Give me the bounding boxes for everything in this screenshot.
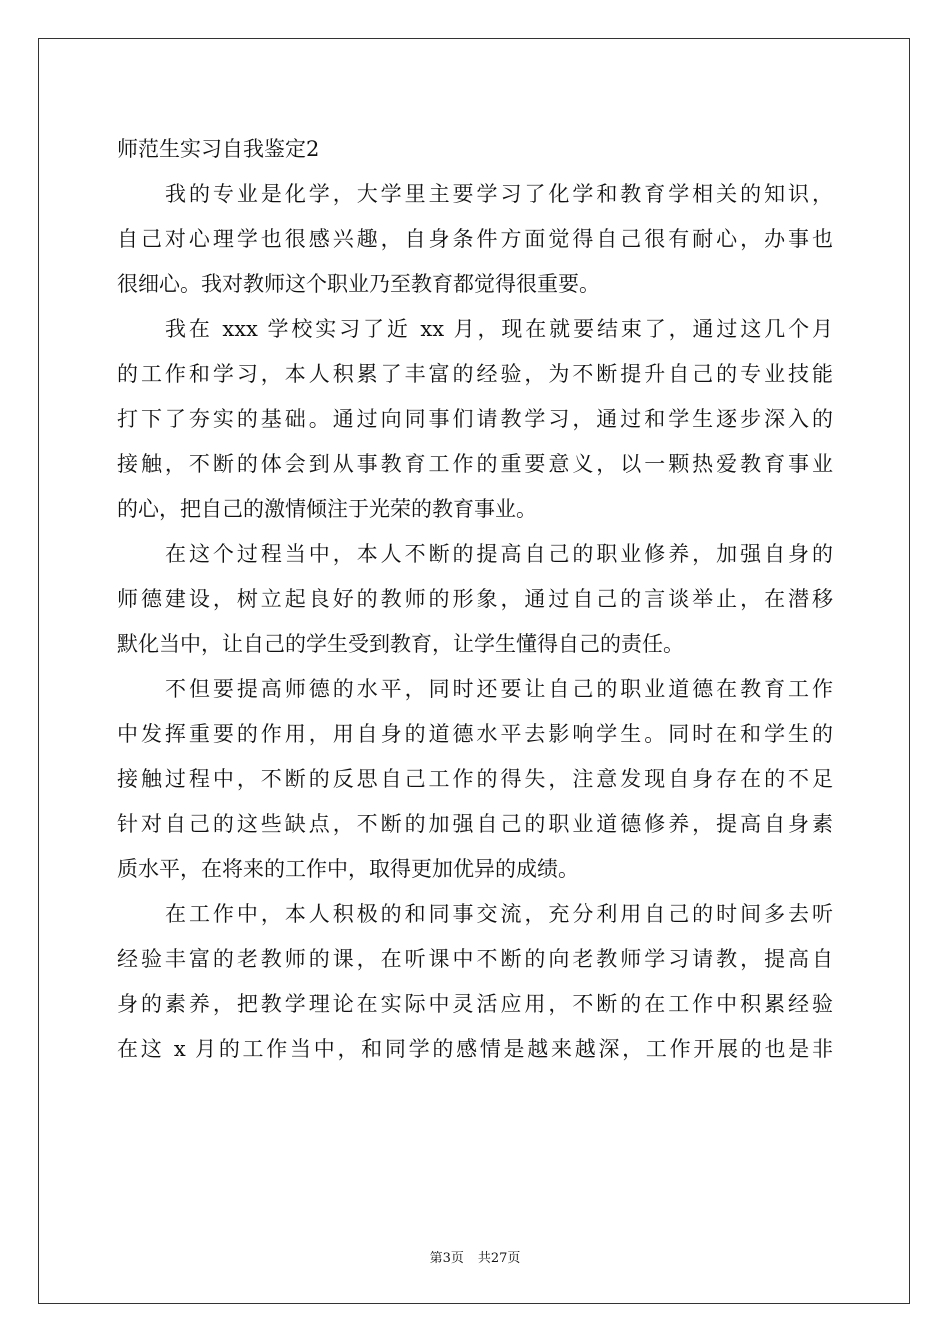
text-line: 在这个过程当中，本人不断的提高自己的职业修养，加强自身的 [165, 542, 833, 566]
text-line: 默化当中，让自己的学生受到教育，让学生懂得自己的责任。 [117, 632, 684, 656]
paragraph-5 [117, 892, 833, 1072]
paragraph-3 [117, 532, 833, 667]
text-line: 质水平，在将来的工作中，取得更加优异的成绩。 [117, 857, 579, 881]
text-line: 经验丰富的老教师的课，在听课中不断的向老教师学习请教，提高自 [117, 947, 833, 971]
text-line: 中发挥重要的作用，用自身的道德水平去影响学生。同时在和学生的 [117, 722, 833, 746]
text-line: 我的专业是化学，大学里主要学习了化学和教育学相关的知识， [165, 182, 833, 206]
text-line: 我在 xxx 学校实习了近 xx 月，现在就要结束了，通过这几个月 [165, 317, 833, 341]
paragraph-2 [117, 307, 833, 532]
text-line: 在工作中，本人积极的和同事交流，充分利用自己的时间多去听 [165, 902, 833, 926]
text-line: 接触，不断的体会到从事教育工作的重要意义，以一颗热爱教育事业 [117, 452, 833, 476]
text-line: 身的素养，把教学理论在实际中灵活应用，不断的在工作中积累经验 [117, 992, 833, 1016]
document-title: 师范生实习自我鉴定2 [117, 137, 320, 161]
text-line: 师德建设，树立起良好的教师的形象，通过自己的言谈举止，在潜移 [117, 587, 833, 611]
page-footer [0, 1247, 950, 1266]
text-line: 接触过程中，不断的反思自己工作的得失，注意发现自身存在的不足 [117, 767, 833, 791]
page-total: 共27页 [477, 1251, 521, 1266]
text-line: 打下了夯实的基础。通过向同事们请教学习，通过和学生逐步深入的 [117, 407, 833, 431]
text-line: 在这 x 月的工作当中，和同学的感情是越来越深，工作开展的也是非 [117, 1037, 833, 1061]
text-line: 针对自己的这些缺点，不断的加强自己的职业道德修养，提高自身素 [117, 812, 833, 836]
text-line: 自己对心理学也很感兴趣，自身条件方面觉得自己很有耐心，办事也 [117, 227, 833, 251]
text-line: 的工作和学习，本人积累了丰富的经验，为不断提升自己的专业技能 [117, 362, 833, 386]
page-number: 第3页 [429, 1251, 464, 1266]
document-body [117, 127, 833, 1072]
text-line: 很细心。我对教师这个职业乃至教育都觉得很重要。 [117, 272, 600, 296]
paragraph-4 [117, 667, 833, 892]
text-line: 的心，把自己的激情倾注于光荣的教育事业。 [117, 497, 537, 521]
text-line: 不但要提高师德的水平，同时还要让自己的职业道德在教育工作 [165, 677, 833, 701]
paragraph-1 [117, 172, 833, 307]
